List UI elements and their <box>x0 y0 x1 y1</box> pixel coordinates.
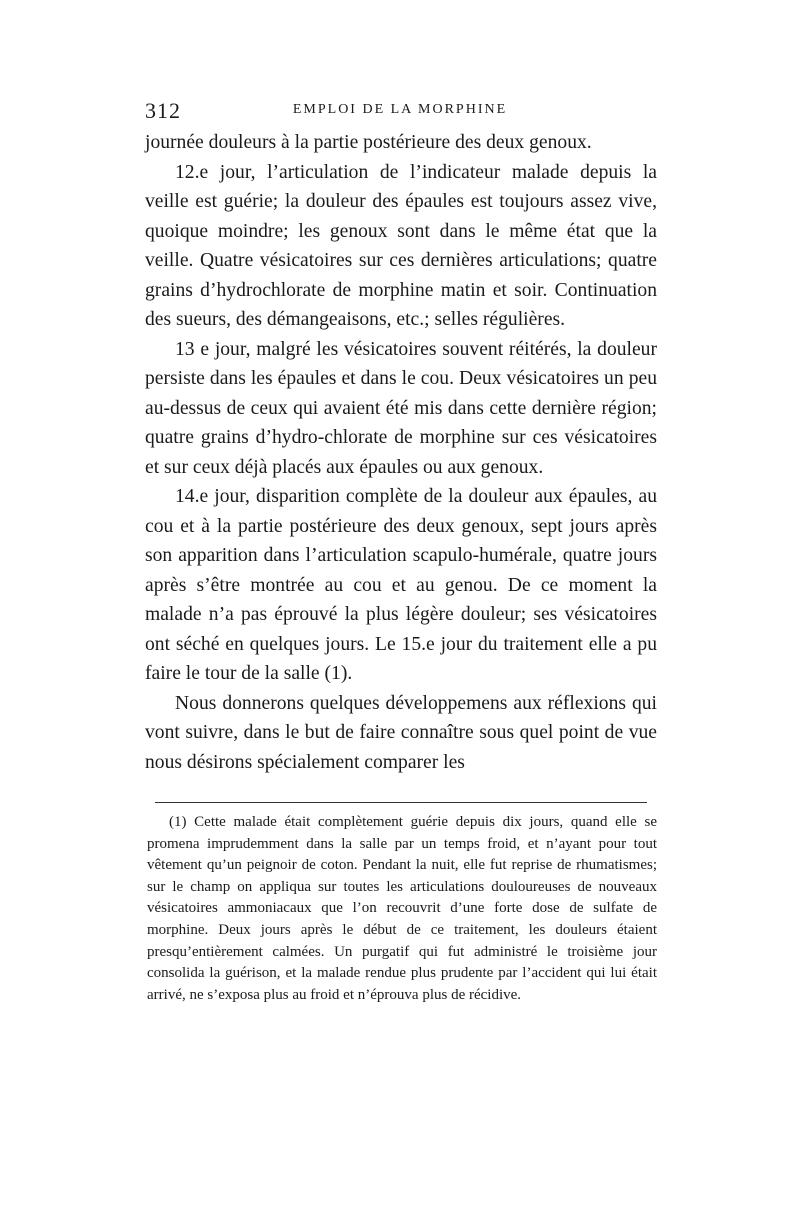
page-header <box>145 98 655 128</box>
paragraph-day-13: 13 e jour, malgré les vésicatoires souvent réitérés, la douleur persiste dans les épaules et dans le cou. Deux vésicatoires un peu au-dessus de ceux qui avaient été mis dans cette dernière région; quatre grains d’hydro-chlorate de morphine sur ces vésicatoires et sur ceux déjà placés aux épaules ou aux genoux. <box>145 338 657 478</box>
main-text <box>145 128 657 777</box>
footnote-divider <box>155 802 647 803</box>
footnote <box>147 812 657 1006</box>
footnote-text: (1) Cette malade était complètement guérie depuis dix jours, quand elle se promena imprudemment dans la salle par un temps froid, et n’ayant pour tout vêtement qu’un peignoir de coton. Pendant la nuit, elle fut reprise de rhumatismes; sur le champ on appliqua sur toutes les articulations douloureuses de nouveaux vésicatoires ammoniacaux que l’on recouvrit d’une forte dose de sulfate de morphine. Deux jours après le début de ce traitement, les douleurs étaient presqu’entièrement calmées. Un purgatif qui fut administré le troisième jour consolida la guérison, et la malade rendue plus prudente par l’accident qui lui était arrivé, ne s’exposa plus au froid et n’éprouva plus de récidive. <box>147 814 657 1003</box>
page-number: 312 <box>145 98 181 123</box>
paragraph-continuation: journée douleurs à la partie postérieure des deux genoux. <box>145 132 592 153</box>
paragraph-day-12: 12.e jour, l’articulation de l’indicateur malade depuis la veille est guérie; la douleur des épaules est toujours assez vive, quoique moindre; les genoux sont dans le même état que la veille. Quatre vésicatoires sur ces dernières articulations; quatre grains d’hydrochlorate de morphine matin et soir. Continuation des sueurs, des démangeaisons, etc.; selles régulières. <box>145 161 657 330</box>
paragraph-reflexions: Nous donnerons quelques développemens aux réflexions qui vont suivre, dans le but de faire connaître sous quel point de vue nous désirons spécialement comparer les <box>145 692 657 773</box>
running-title: EMPLOI DE LA MORPHINE <box>292 102 508 117</box>
paragraph-day-14: 14.e jour, disparition complète de la douleur aux épaules, au cou et à la partie postérieure des deux genoux, sept jours après son apparition dans l’articulation scapulo-humérale, quatre jours après s’être montrée au cou et au genou. De ce moment la malade n’a pas éprouvé la plus légère douleur; ses vésicatoires ont séché en quelques jours. Le 15.e jour du traitement elle a pu faire le tour de la salle (1). <box>145 486 657 684</box>
